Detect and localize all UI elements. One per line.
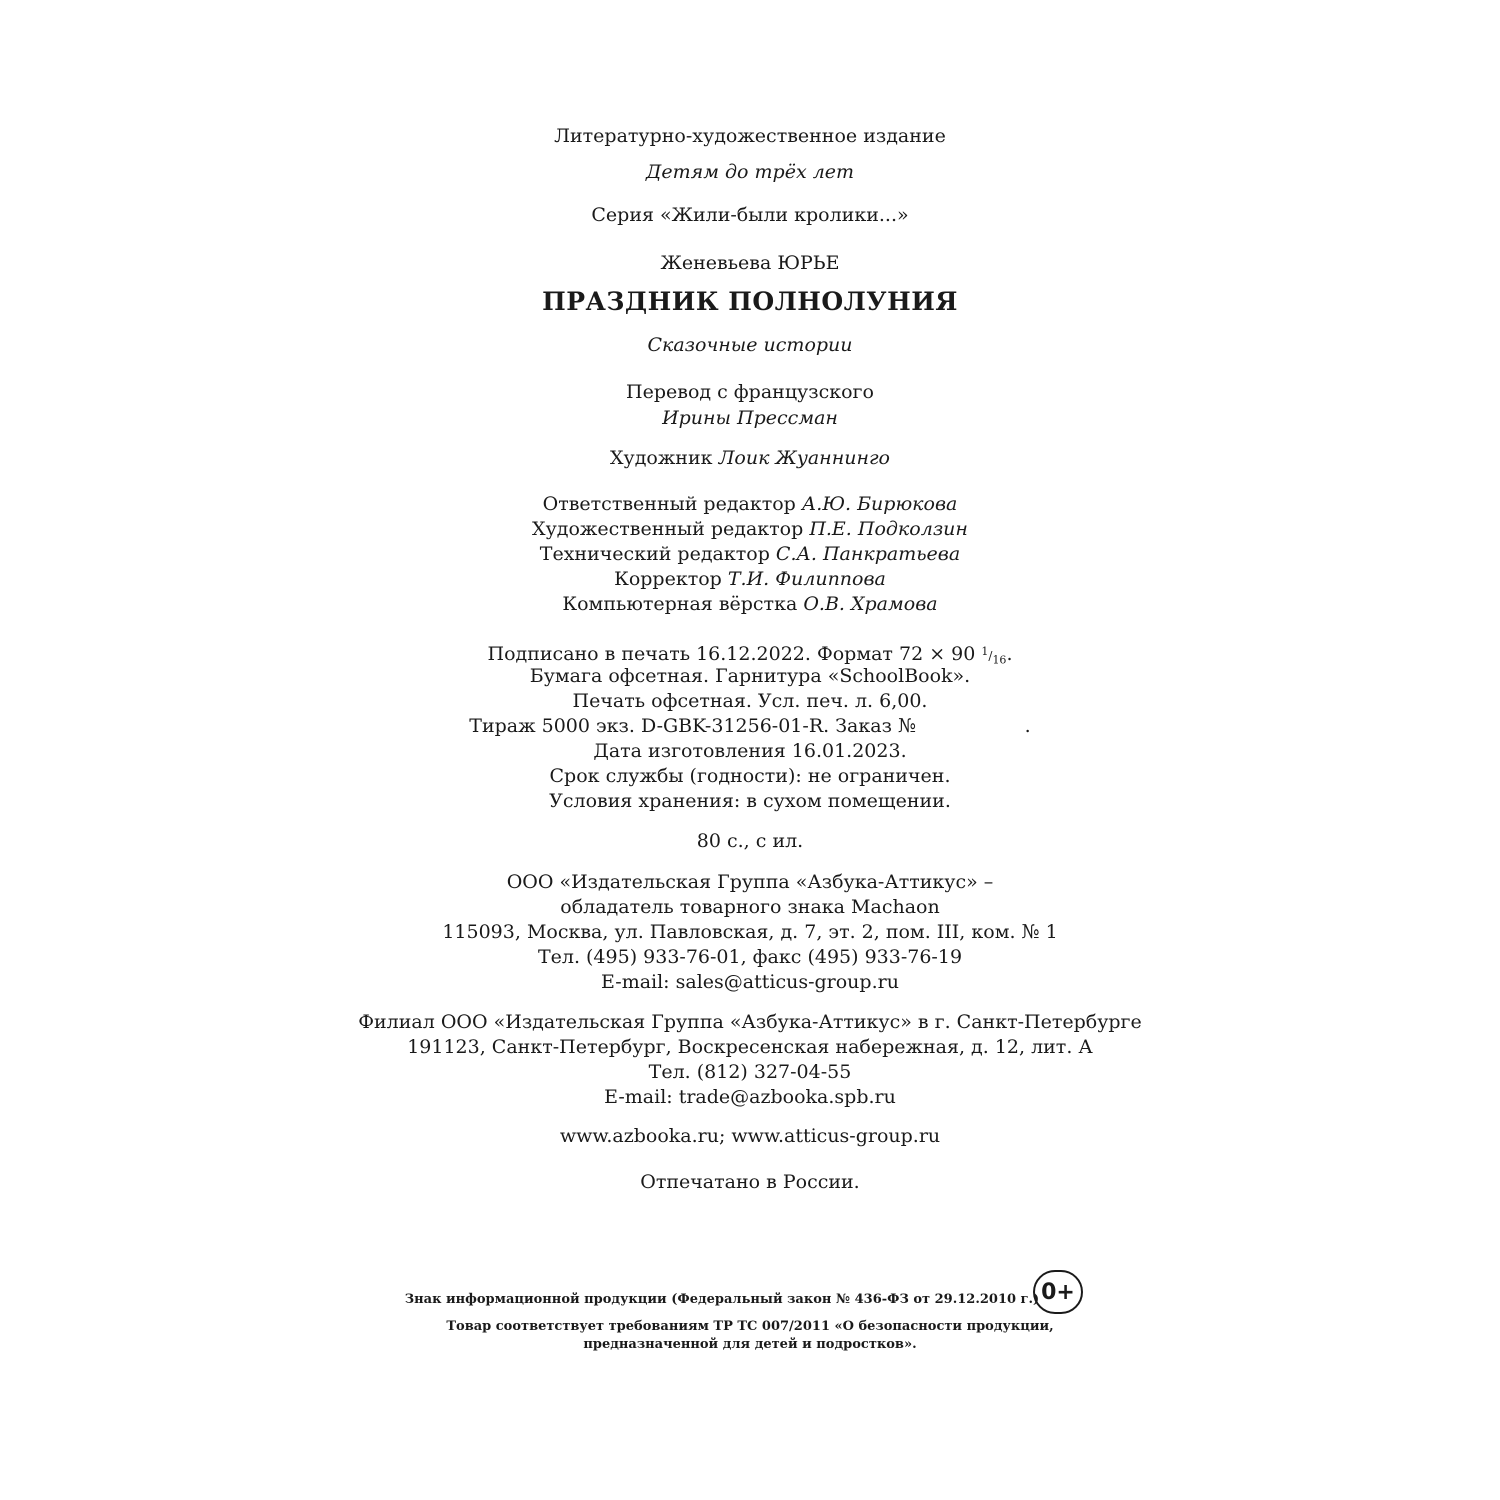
series-line: Серия «Жили-были кролики...»: [591, 204, 909, 226]
publisher-name: ООО «Издательская Группа «Азбука-Аттикус» –: [506, 871, 994, 893]
publisher-address: 115093, Москва, ул. Павловская, д. 7, эт. 2, пом. III, ком. № 1: [442, 921, 1058, 943]
artist-line: [0, 446, 1500, 471]
book-title: ПРАЗДНИК ПОЛНОЛУНИЯ: [542, 287, 958, 316]
credit-name: О.В. Храмова: [803, 593, 938, 615]
print-date: Дата изготовления 16.01.2023.: [593, 740, 907, 762]
credit-role: Корректор: [614, 568, 722, 590]
credit-name: П.Е. Подколзин: [809, 518, 968, 540]
credit-name: Т.И. Филиппова: [727, 568, 886, 590]
publisher-trademark: обладатель товарного знака Machaon: [560, 896, 940, 918]
credit-line: [0, 517, 1500, 542]
branch-email: E-mail: trade@azbooka.spb.ru: [604, 1086, 896, 1108]
credit-role: Ответственный редактор: [542, 493, 796, 515]
format-fraction: $^1/_{16}$: [981, 645, 1007, 667]
print-signed: Подписано в печать 16.12.2022. Формат 72 × 90 $^1/_{16}$.: [487, 643, 1013, 667]
age-rating-badge: 0+: [1033, 1270, 1083, 1314]
author: Женевьева ЮРЬЕ: [660, 252, 840, 274]
page-count: 80 с., с ил.: [696, 830, 804, 852]
credit-line: [0, 492, 1500, 517]
credit-line: [0, 592, 1500, 617]
print-method: Печать офсетная. Усл. печ. л. 6,00.: [572, 690, 928, 712]
branch-phone: Тел. (812) 327-04-55: [648, 1061, 852, 1083]
credit-line: [0, 542, 1500, 567]
artist-label: Художник: [609, 447, 713, 469]
print-circulation: Тираж 5000 экз. D-GBK-31256-01-R. Заказ № .: [469, 715, 1031, 737]
credit-name: А.Ю. Бирюкова: [801, 493, 958, 515]
publisher-email: E-mail: sales@atticus-group.ru: [601, 971, 899, 993]
print-paper: Бумага офсетная. Гарнитура «SchoolBook».: [529, 665, 971, 687]
book-subtitle: Сказочные истории: [647, 334, 853, 356]
translation-label: Перевод с французского: [626, 381, 874, 403]
age-note: Детям до трёх лет: [645, 161, 855, 183]
translator-name: Ирины Прессман: [662, 407, 838, 429]
credit-role: Компьютерная вёрстка: [562, 593, 798, 615]
credit-role: Художественный редактор: [532, 518, 804, 540]
edition-type: Литературно-художественное издание: [554, 125, 946, 147]
credit-line: [0, 567, 1500, 592]
publisher-phone: Тел. (495) 933-76-01, факс (495) 933-76-19: [537, 946, 963, 968]
printed-in: Отпечатано в России.: [640, 1171, 860, 1193]
credit-name: С.А. Панкратьева: [775, 543, 961, 565]
websites: www.azbooka.ru; www.atticus-group.ru: [559, 1125, 941, 1147]
info-sign-note: Знак информационной продукции (Федеральный закон № 436-ФЗ от 29.12.2010 г.): [404, 1292, 1040, 1307]
conformity-line-1: Товар соответствует требованиям ТР ТС 007/2011 «О безопасности продукции,: [446, 1319, 1054, 1334]
artist-name: Лоик Жуаннинго: [718, 447, 890, 469]
print-shelf-life: Срок службы (годности): не ограничен.: [549, 765, 951, 787]
credit-role: Технический редактор: [539, 543, 770, 565]
print-storage: Условия хранения: в сухом помещении.: [549, 790, 951, 812]
branch-name: Филиал ООО «Издательская Группа «Азбука-Аттикус» в г. Санкт-Петербурге: [358, 1011, 1142, 1033]
branch-address: 191123, Санкт-Петербург, Воскресенская набережная, д. 12, лит. А: [407, 1036, 1093, 1058]
conformity-line-2: предназначенной для детей и подростков».: [583, 1337, 917, 1352]
